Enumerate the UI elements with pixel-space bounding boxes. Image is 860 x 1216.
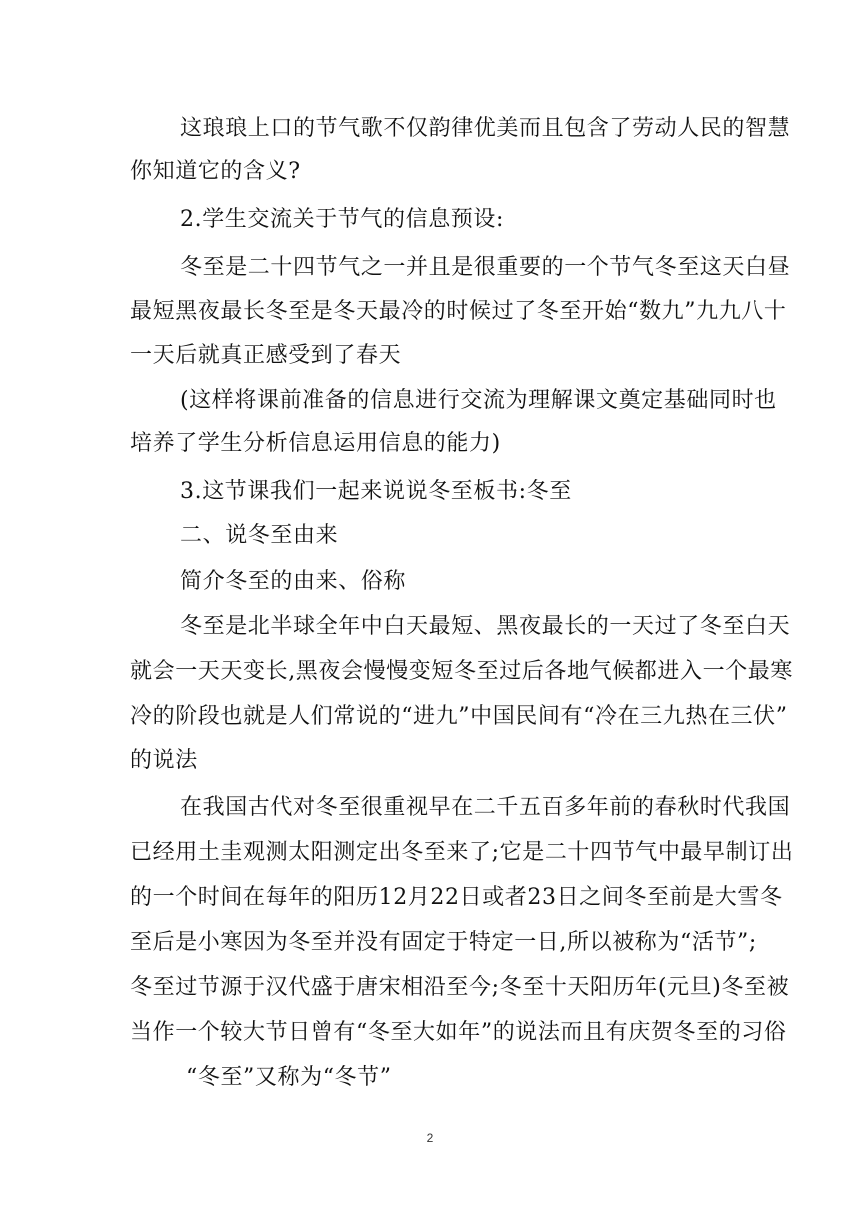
paragraph-line: 已经用土圭观测太阳测定出冬至来了;它是二十四节气中最早制订出 <box>130 840 794 865</box>
paragraph-line: 你知道它的含义? <box>130 159 301 184</box>
paragraph-line: 的说法 <box>130 748 198 773</box>
paragraph-line: 就会一天天变长,黑夜会慢慢变短冬至过后各地气候都进入一个最寒 <box>130 659 793 684</box>
paragraph-line: 冬至过节源于汉代盛于唐宋相沿至今;冬至十天阳历年(元旦)冬至被 <box>130 975 790 1000</box>
section-heading: 二、说冬至由来 <box>180 523 339 548</box>
paragraph-line: 冷的阶段也就是人们常说的“进九”中国民间有“冷在三九热在三伏” <box>130 704 788 729</box>
paragraph-line: “冬至”又称为“冬节” <box>186 1065 392 1090</box>
paragraph-line: 至后是小寒因为冬至并没有固定于特定一日,所以被称为“活节”; <box>130 930 757 955</box>
paragraph-line: (这样将课前准备的信息进行交流为理解课文奠定基础同时也 <box>180 388 777 413</box>
paragraph-line: 的一个时间在每年的阳历12月22日或者23日之间冬至前是大雪冬 <box>130 885 783 910</box>
paragraph-line: 冬至是二十四节气之一并且是很重要的一个节气冬至这天白昼 <box>180 255 791 280</box>
paragraph-line: 冬至是北半球全年中白天最短、黑夜最长的一天过了冬至白天 <box>180 614 791 639</box>
paragraph-line: 培养了学生分析信息运用信息的能力) <box>130 431 501 456</box>
page-number: 2 <box>426 1131 434 1145</box>
paragraph-line: 在我国古代对冬至很重视早在二千五百多年前的春秋时代我国 <box>180 795 791 820</box>
paragraph-line: 当作一个较大节日曾有“冬至大如年”的说法而且有庆贺冬至的习俗 <box>130 1020 787 1045</box>
paragraph-line: 这琅琅上口的节气歌不仅韵律优美而且包含了劳动人民的智慧 <box>180 116 791 141</box>
paragraph-line: 2.学生交流关于节气的信息预设: <box>180 207 505 232</box>
paragraph-line: 简介冬至的由来、俗称 <box>180 569 407 594</box>
paragraph-line: 3.这节课我们一起来说说冬至板书:冬至 <box>180 479 572 504</box>
paragraph-line: 一天后就真正感受到了春天 <box>130 343 402 368</box>
paragraph-line: 最短黑夜最长冬至是冬天最冷的时候过了冬至开始“数九”九九八十 <box>130 299 787 324</box>
